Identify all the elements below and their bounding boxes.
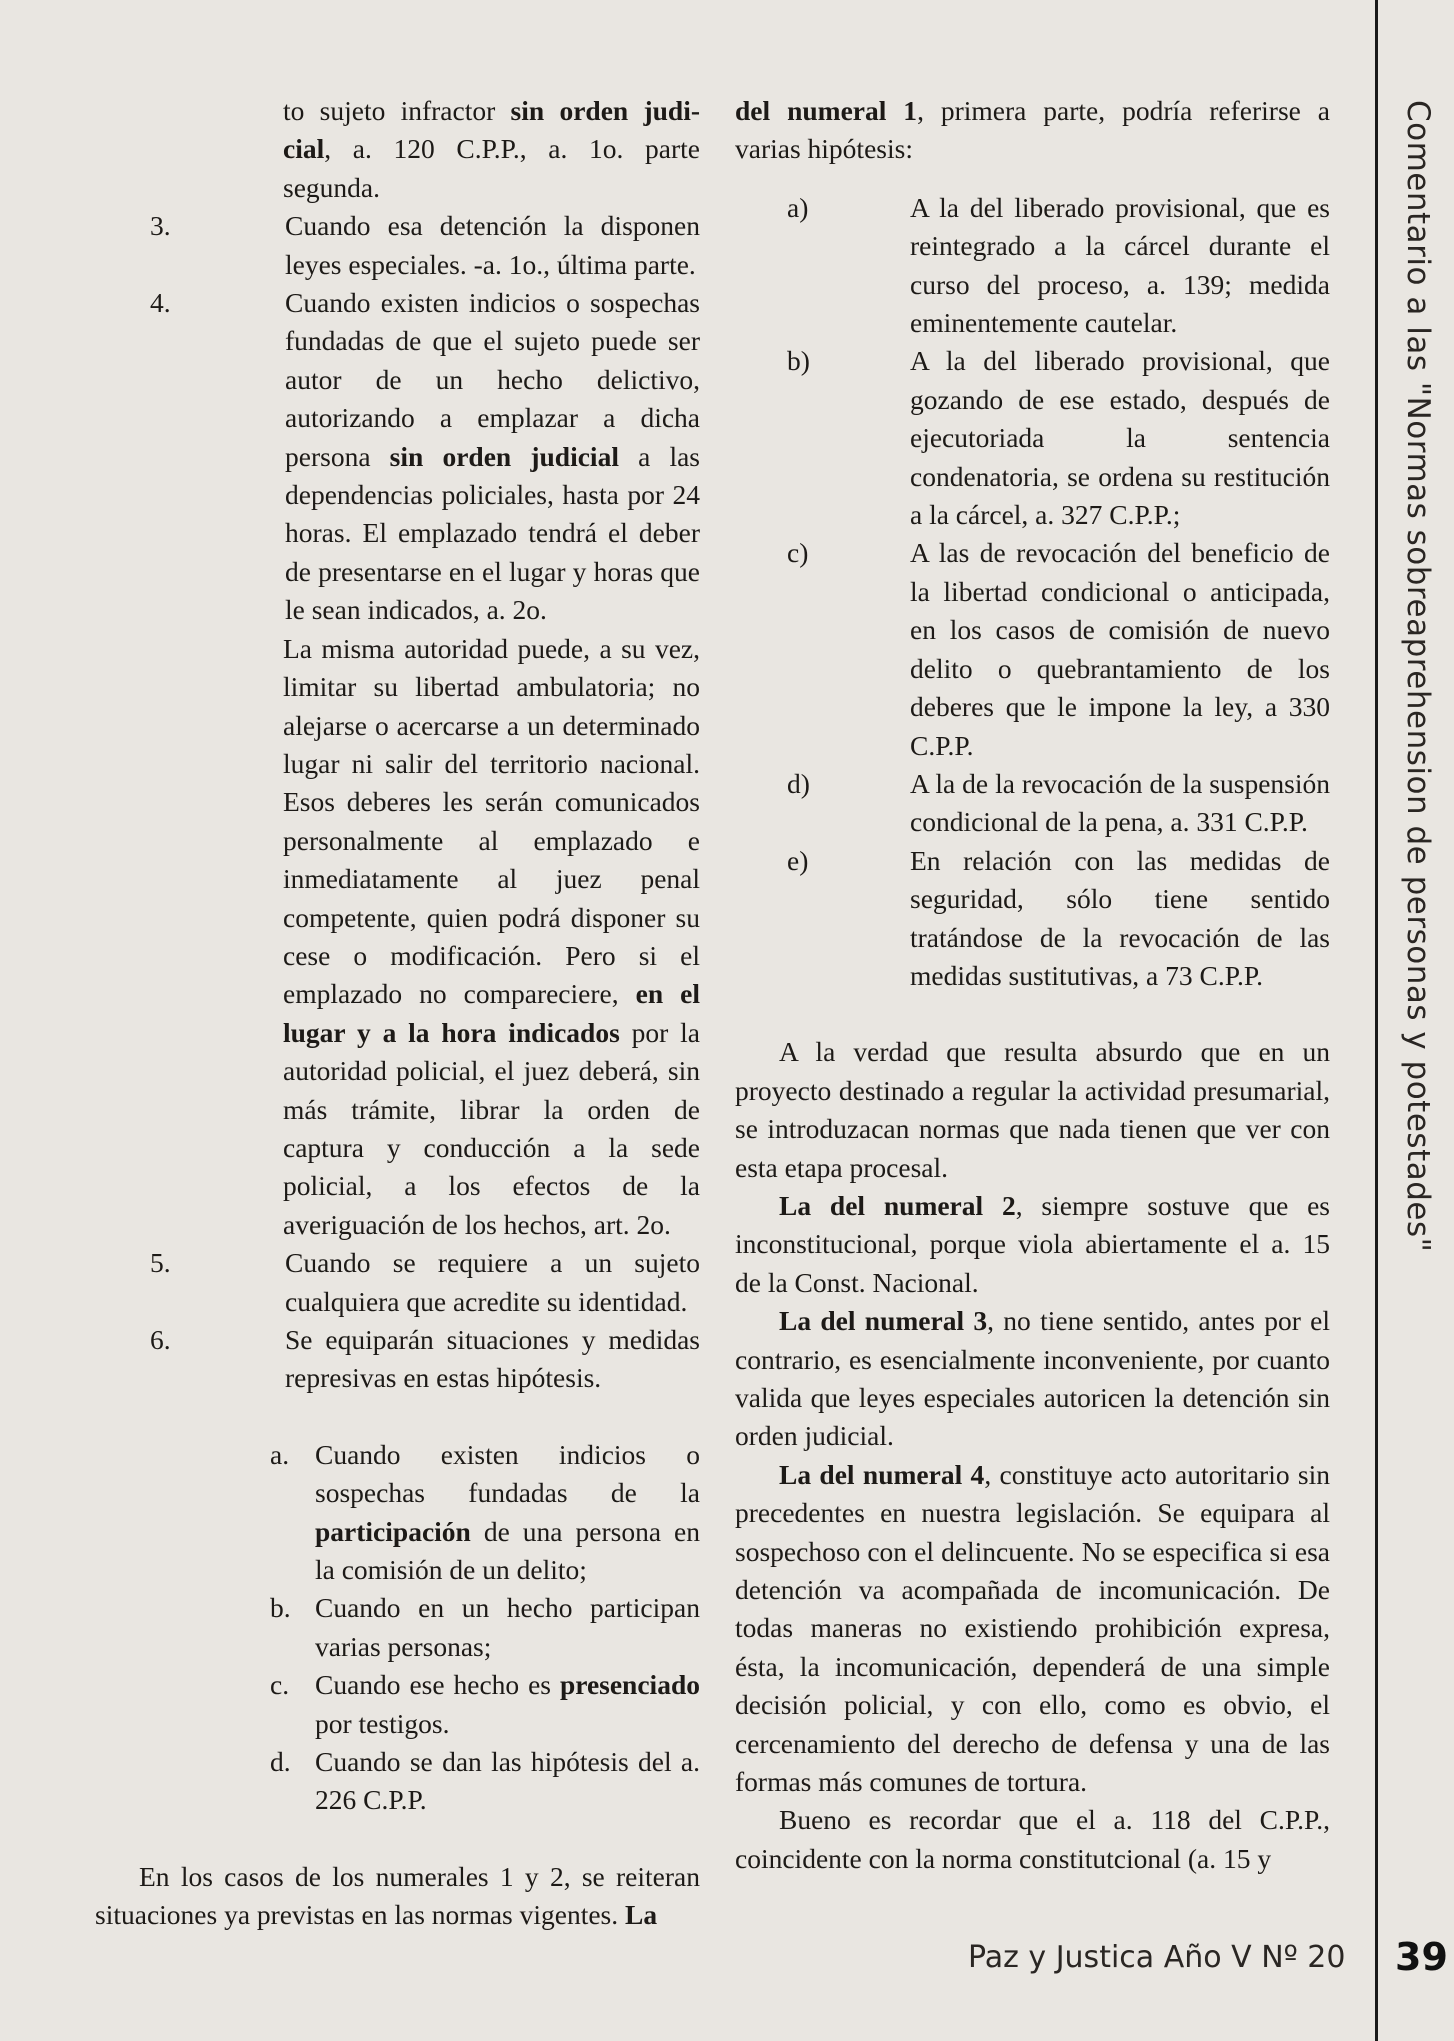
bold-span: La del numeral 3 [779,1305,988,1337]
paragraph-numeral-4 [735,1456,1330,1802]
item-text: A la del liberado provisional, que es reintegrado a la cárcel durante el curso del proceso, a. 139; medida eminentemente cautelar. [910,191,1330,339]
text-span: Cuando ese hecho es [315,1669,560,1701]
vertical-divider [1375,0,1378,2041]
hypothesis-item-a [735,189,1330,343]
closing-paragraph [95,1858,700,1935]
item-letter: d) [787,767,810,799]
paragraph-numeral-3 [735,1302,1330,1456]
item-4-continuation [95,630,700,1245]
numbered-item-5 [95,1244,700,1321]
item-text: A la del liberado provisional, que gozando de ese estado, después de ejecutoriada la sentencia condenatoria, se ordena su restitución a la cárcel, a. 327 C.P.P.; [910,345,1330,531]
item-letter: e) [787,844,809,876]
item-number: 6. [150,1324,171,1355]
sub-letter: c. [270,1669,290,1701]
item-letter: c) [787,537,809,569]
item-text: Cuando se requiere a un sujeto cualquiera que acredite su identidad. [285,1247,700,1317]
journal-footer: Paz y Justica Año V Nº 20 [968,1940,1346,1975]
text-span: , a. 120 C.P.P., a. 1o. parte segunda. [283,133,700,203]
hypothesis-item-b [735,342,1330,534]
sub-item-d [95,1743,700,1820]
bold-span: presenciado [559,1669,700,1701]
sub-letter: b. [270,1592,291,1624]
numbered-item-3 [95,207,700,284]
spacer [95,1820,700,1858]
item-number: 5. [150,1247,171,1279]
text-span: , no tiene sentido, antes por el contrario, es esencialmente inconveniente, por cuanto valida que leyes especiales autoricen la detención sin orden judicial. [735,1305,1330,1452]
item-text: A la de la revocación de la suspensión condicional de la pena, a. 331 C.P.P. [910,767,1330,838]
item-number: 3. [150,210,171,242]
text-span: En los casos de los numerales 1 y 2, se reiteran situaciones ya previstas en las normas vigentes. [95,1860,700,1931]
bold-span: del numeral 1 [735,95,918,126]
bold-span: sin orden judi-cial [283,95,701,165]
sub-letter: d. [270,1746,291,1778]
text-span: Cuando existen indicios o sospechas fundadas de que el sujeto puede ser autor de un hecho delictivo, autorizando a emplazar a dicha persona [285,287,700,472]
running-title: Comentario a las "Normas sobreaprehension de personas y potestades" [1400,100,1436,1253]
text-span: Cuando en un hecho participan varias personas; [315,1592,700,1662]
item-text [285,284,700,630]
opening-paragraph [735,92,1330,169]
left-column [95,92,700,1935]
text-span: a las dependencias policiales, hasta por 24 horas. El emplazado tendrá el deber de presentarse en el lugar y horas que le sean indicados, a. 2o. [285,440,700,626]
bold-span: sin orden judicial [389,440,619,472]
paragraph-absurd: A la verdad que resulta absurdo que en un proyecto destinado a regular la actividad presumarial, se introduzacan normas que nada tienen que ver con esta etapa procesal. [735,1036,1330,1183]
sub-letter: a. [270,1438,290,1470]
numbered-item-6 [95,1321,700,1398]
continued-item [95,92,700,207]
item-text: Se equiparán situaciones y medidas represivas en estas hipótesis. [285,1324,700,1394]
sub-item-b [95,1589,700,1666]
sub-item-a [95,1436,700,1590]
item-letter: a) [787,191,809,223]
text-span: Cuando se dan las hipótesis del a. 226 C.P.P. [315,1746,700,1816]
paragraph-numeral-2 [735,1187,1330,1302]
spacer [95,1398,700,1436]
bold-span: La [625,1899,658,1931]
page-number: 39 [1395,1935,1448,1979]
spacer [735,169,1330,189]
spacer [735,995,1330,1033]
text-span: La misma autoridad puede, a su vez, limitar su libertad ambulatoria; no alejarse o acercarse a un determinado lugar ni salir del territorio nacional. Esos deberes les serán comunicados personalmente al emplazado e inmediatamente al juez penal competente, quien podrá disponer su cese o modificación. Pero si el emplazado no compareciere, [283,632,700,1010]
paragraph-recordar: Bueno es recordar que el a. 118 del C.P.P., coincidente con la norma constitutcional (a. 15 y [735,1804,1330,1874]
item-text: En relación con las medidas de seguridad, sólo tiene sentido tratándose de la revocación de las medidas sustitutivas, a 73 C.P.P. [910,844,1330,991]
text-span: , siempre sostuve que es inconstitucional, porque viola abiertamente el a. 15 de la Const. Nacional. [735,1189,1331,1298]
bold-span: La del numeral 2 [779,1189,1016,1221]
text-span: , constituye acto autoritario sin precedentes en nuestra legislación. Se equipara al sospechoso con el delincuente. No se especifica si esa detención va acompañada de incomunicación. De todas maneras no existiendo prohibición expresa, ésta, la incomunicación, dependerá de una simple decisión policial, y con ello, como es obvio, el cercenamiento del derecho de defensa y una de las formas más comunes de tortura. [735,1458,1331,1798]
bold-span: en el lugar y a la hora indicados [283,978,700,1048]
item-number: 4. [150,287,171,319]
hypothesis-item-c [735,534,1330,764]
hypothesis-item-d [735,765,1330,842]
numbered-item-4 [95,284,700,630]
item-text: Cuando esa detención la disponen leyes especiales. -a. 1o., última parte. [285,210,700,280]
hypothesis-item-e [735,842,1330,996]
text-span: Cuando existen indicios o sospechas fundadas de la [315,1438,700,1509]
text-span: de una persona en la comisión de un delito; [315,1515,700,1586]
text-span: por la autoridad policial, el juez deberá, sin más trámite, librar la orden de captura y conducción a la sede policial, a los efectos de la averiguación de los hechos, art. 2o. [283,1016,700,1240]
text-span: por testigos. [315,1707,450,1739]
bold-span: La del numeral 4 [779,1458,985,1490]
item-text: A las de revocación del beneficio de la libertad condicional o anticipada, en los casos de comisión de nuevo delito o quebrantamiento de los deberes que le impone la ley, a 330 C.P.P. [910,537,1330,761]
bold-span: participación [315,1515,471,1547]
text-span: , primera parte, podría referirse a varias hipótesis: [735,95,1330,165]
text-span: to sujeto infractor [283,95,511,126]
sub-item-c [95,1666,700,1743]
item-letter: b) [787,345,810,377]
right-column [735,92,1330,1878]
